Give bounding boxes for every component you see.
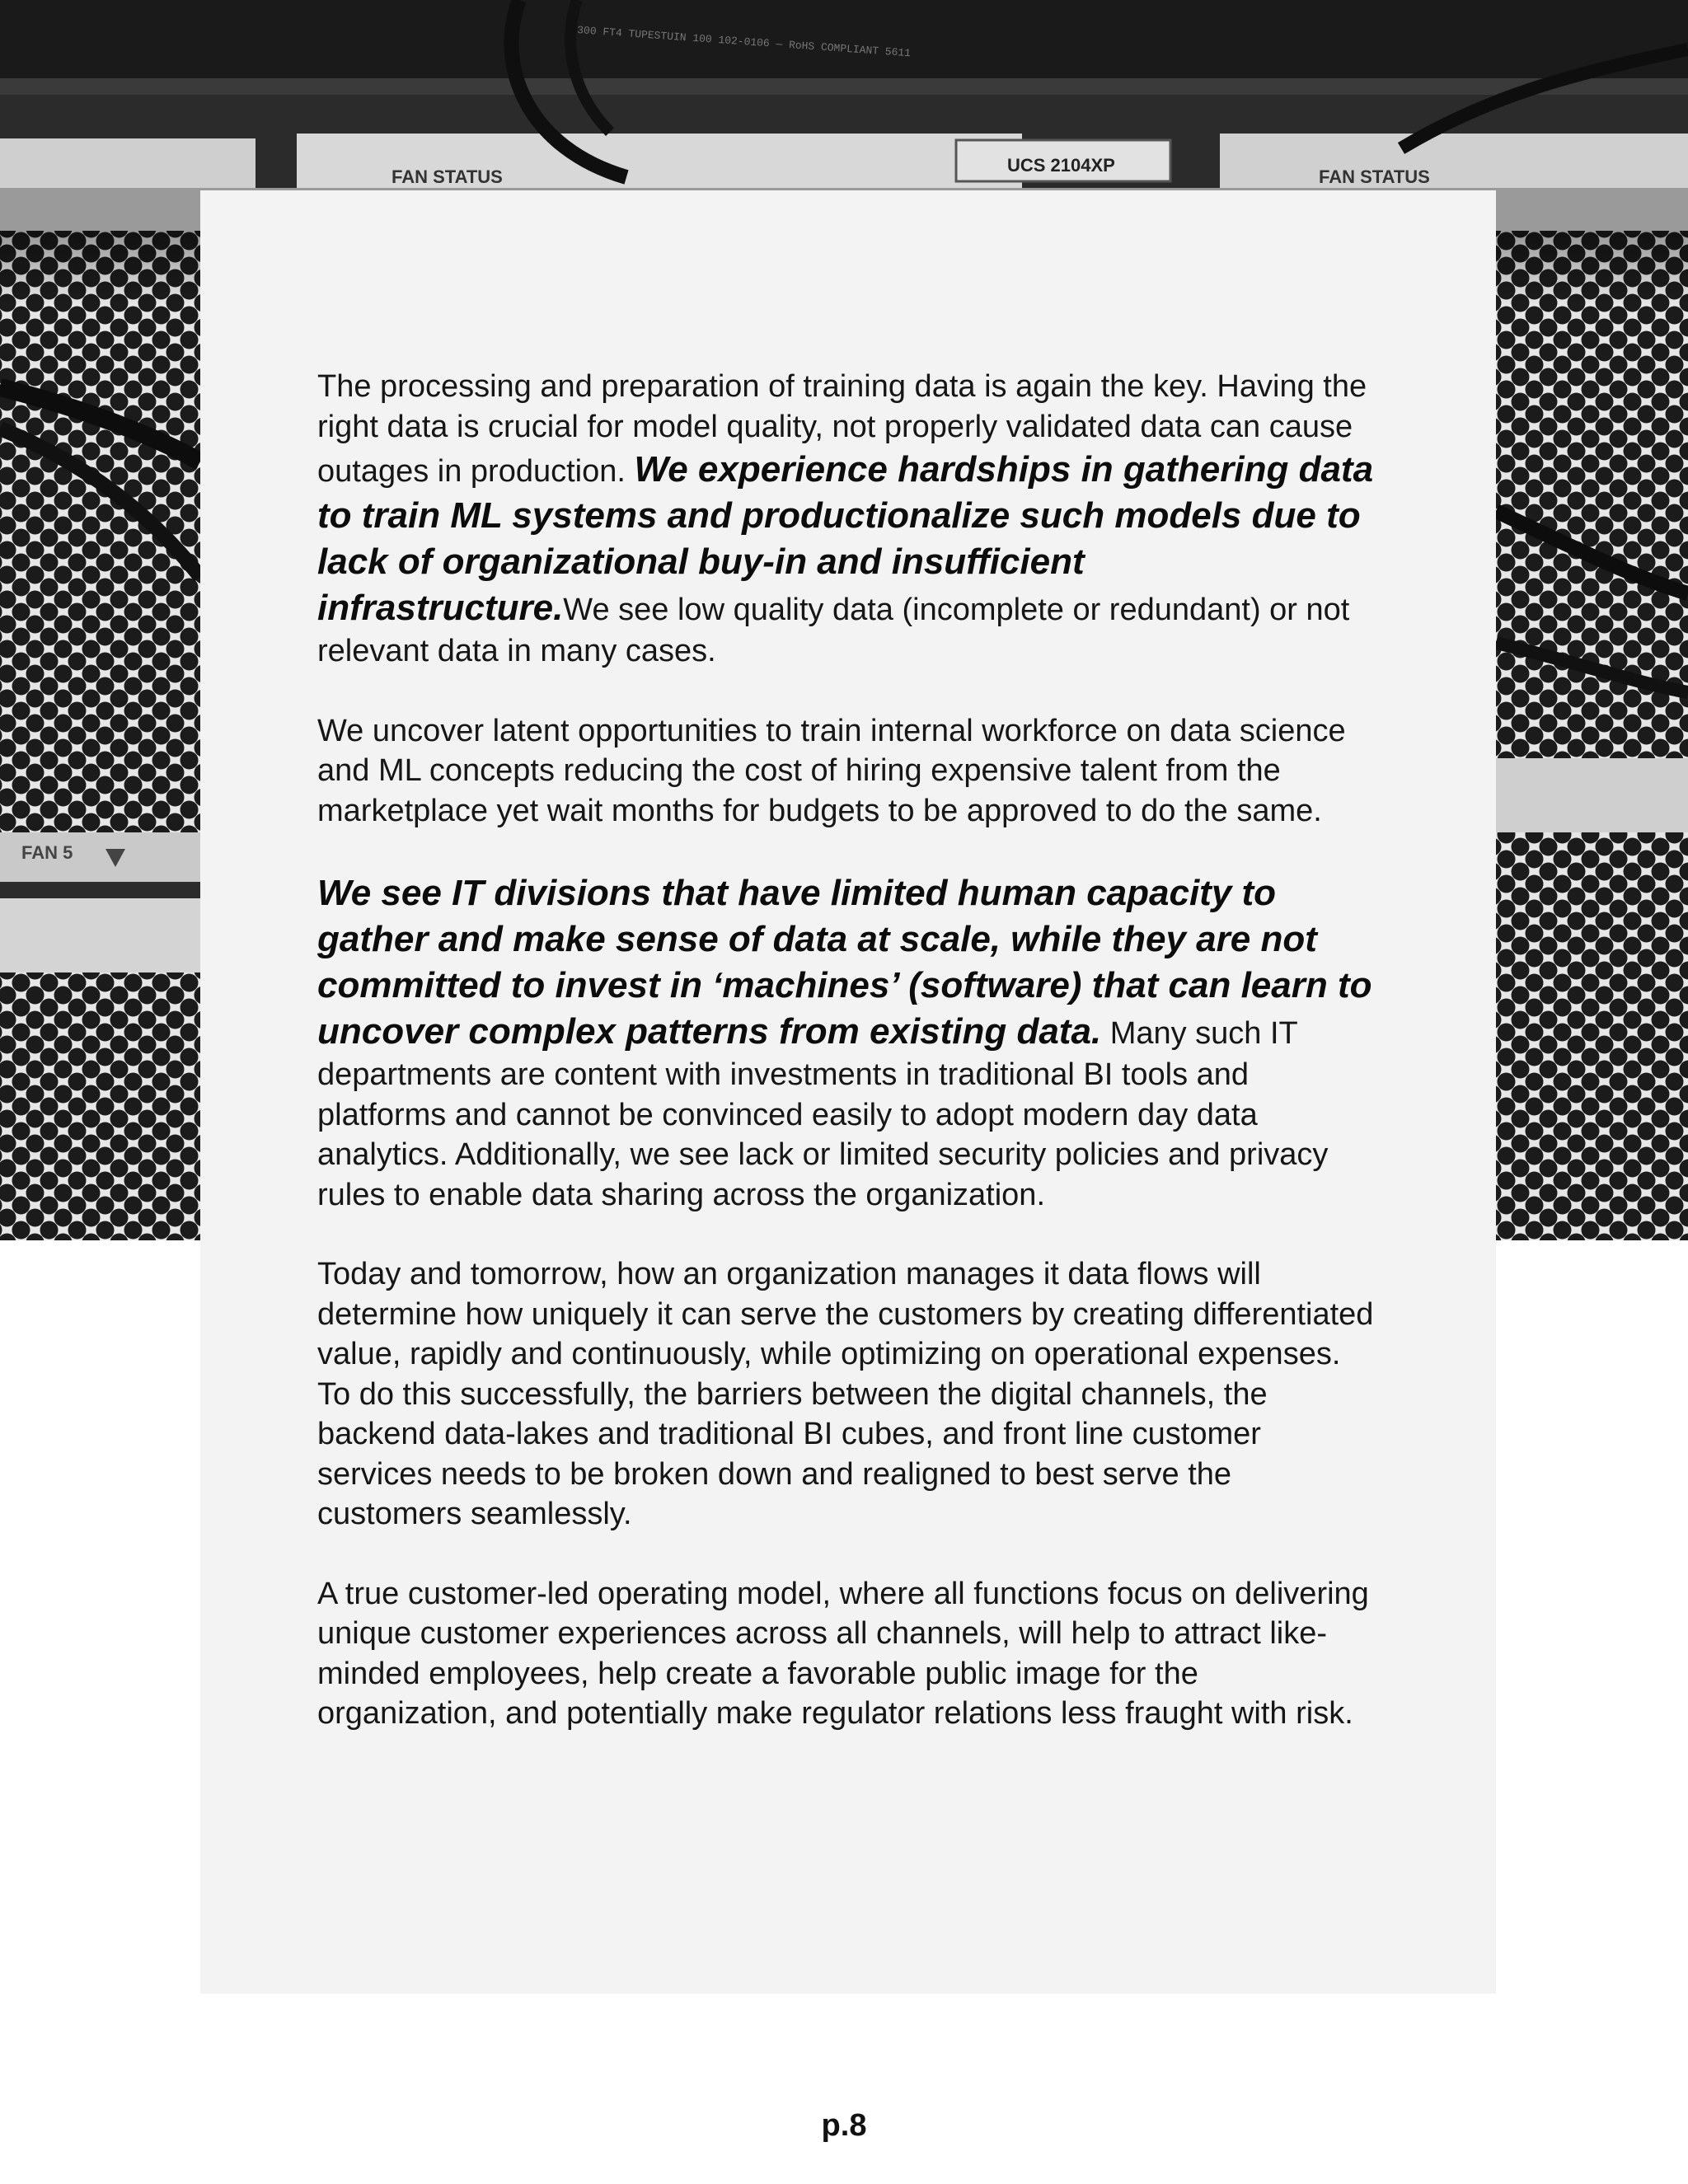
- fan-status-left-label: FAN STATUS: [392, 166, 503, 187]
- paragraph-4-text: Today and tomorrow, how an organization manages it data flows will determine how uniquely it can serve the customers by creating differentiated value, rapidly and continuously, while optimizing on operational expenses. To do this successfully, the barriers between the digital channels, the backend data-lakes and traditional BI cubes, and front line customer services needs to be broken down and realigned to best serve the customers seamlessly.: [317, 1257, 1374, 1531]
- paragraph-1-emphasis: We experience hardships in gathering data to train ML systems and productionalize such models due to lack of organizational buy-in and insufficient infrastructure.: [317, 449, 1374, 628]
- paragraph-2-text: We uncover latent opportunities to train internal workforce on data science and ML concepts reducing the cost of hiring expensive talent from the marketplace yet wait months for budgets to be approved to do the same.: [317, 713, 1346, 828]
- paragraph-2: [317, 711, 1381, 832]
- paragraph-3-emphasis: We see IT divisions that have limited human capacity to gather and make sense of data at scale, while they are not committed to invest in ‘machines’ (software) that can learn to uncover complex patterns from existing data.: [317, 873, 1372, 1052]
- fan5-label: FAN 5: [21, 842, 73, 863]
- paragraph-3: [317, 870, 1381, 1215]
- page-number: p.8: [821, 2108, 867, 2143]
- paragraph-1-text: The processing and preparation of training data is again the key. Having the right data is crucial for model quality, not properly validated data can cause outages in production.: [317, 369, 1367, 489]
- paragraph-1-continuation: We see low quality data (incomplete or redundant) or not relevant data in many cases.: [317, 593, 1350, 668]
- cable-print-label: 300 FT4 TUPESTUIN 100 102-0106 — RoHS COMPLIANT 5611: [576, 24, 912, 60]
- fan-status-right-label: FAN STATUS: [1319, 166, 1430, 187]
- model-label: UCS 2104XP: [1007, 155, 1115, 176]
- text-card: [200, 190, 1496, 1994]
- paragraph-5: [317, 1574, 1381, 1734]
- paragraph-5-text: A true customer-led operating model, where all functions focus on delivering unique customer experiences across all channels, will help to attract like-minded employees, help create a favorable public image for the organization, and potentially make regulator relations less fraught with risk.: [317, 1576, 1369, 1731]
- paragraph-4: [317, 1254, 1381, 1535]
- paragraph-3-continuation: Many such IT departments are content with investments in traditional BI tools and platforms and cannot be convinced easily to adopt modern day data analytics. Additionally, we see lack or limited security policies and privacy rules to enable data sharing across the organization.: [317, 1016, 1329, 1212]
- paragraph-1: [317, 367, 1381, 672]
